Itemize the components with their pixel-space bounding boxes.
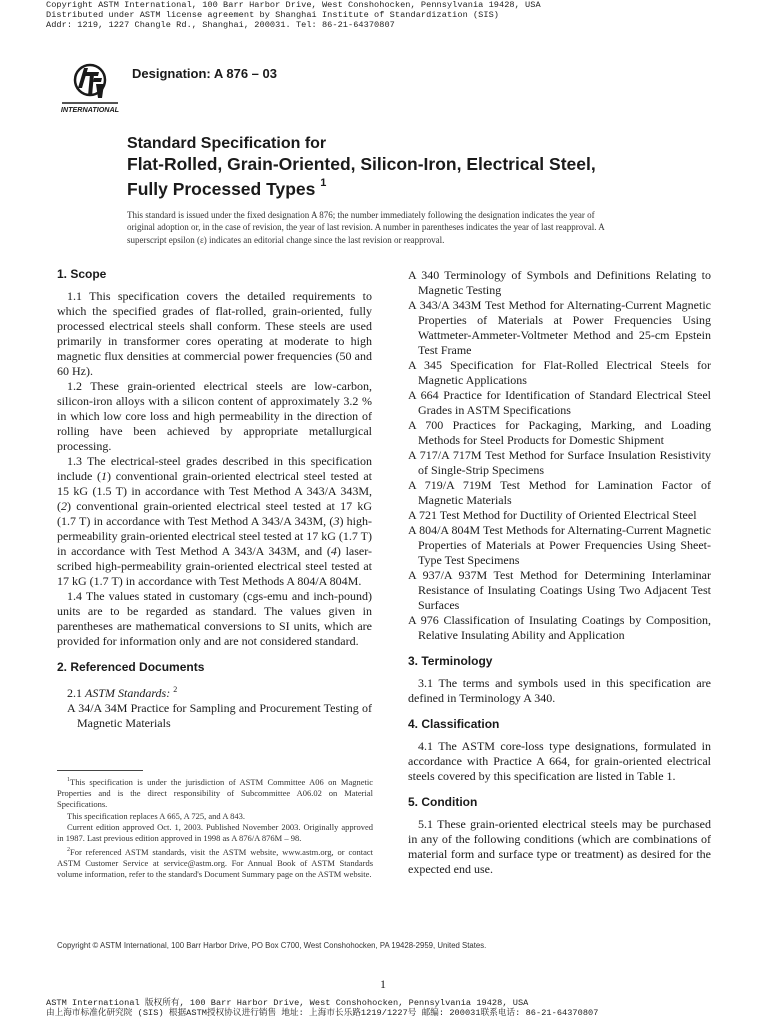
header-line-2: Distributed under ASTM license agreement by Shanghai Institute of Standardization (SIS)	[46, 10, 500, 20]
reference-item: A 717/A 717M Test Method for Surface Insulation Resistivity of Single-Strip Specimens	[408, 448, 711, 477]
p21-label: ASTM Standards:	[85, 686, 171, 700]
footnote-2	[57, 845, 373, 881]
paragraph-3-1: 3.1 The terms and symbols used in this specification are defined in Terminology A 340.	[408, 676, 711, 705]
notice-line-3: superscript epsilon (ε) indicates an editorial change since the last revision or reapproval.	[127, 234, 445, 245]
reference-item: A 343/A 343M Test Method for Alternating-Current Magnetic Properties of Materials at Power Frequencies Using Wattmeter-Ammeter-Voltmeter Method and 25-cm Epstein Test Frame	[408, 298, 711, 357]
header-line-3: Addr: 1219, 1227 Changle Rd., Shanghai, 200031. Tel: 86-21-64370807	[46, 20, 395, 30]
logo-text: INTERNATIONAL	[60, 105, 120, 114]
paragraph-1-1: 1.1 This specification covers the detailed requirements to which the specified grades of flat-rolled, grain-oriented, fully processed electrical steels shall conform. These steels are used primarily in transformer cores operating at moderate to high magnetic flux densities at commercial power frequencies (50 and 60 Hz).	[57, 289, 372, 378]
title-line-3	[127, 175, 687, 200]
title-line-3-text: Fully Processed Types	[127, 178, 316, 199]
p13-n4: 4	[330, 544, 337, 558]
bottom-notice	[46, 998, 598, 1018]
reference-item: A 719/A 719M Test Method for Lamination Factor of Magnetic Materials	[408, 478, 711, 507]
p13-n3: 3	[333, 514, 340, 528]
section-heading-scope: 1. Scope	[57, 267, 107, 281]
p21-footnote-mark: 2	[173, 685, 178, 694]
footnote-divider	[57, 770, 143, 771]
footnote-2-mark: 2	[67, 846, 70, 853]
footnote-1-edition: Current edition approved Oct. 1, 2003. Published November 2003. Originally approved in 1987. Last previous edition approved in 1998 as A 876/A 876M – 98.	[57, 822, 373, 844]
reference-item: A 664 Practice for Identification of Standard Electrical Steel Grades in ASTM Specifications	[408, 388, 711, 417]
distribution-header	[46, 0, 541, 30]
bottom-line-2: 由上海市标准化研究院 (SIS) 根据ASTM授权协议进行销售 地址: 上海市长乐路1219/1227号 邮编: 200031联系电话: 86-21-64370807	[46, 1008, 599, 1018]
bottom-line-1: ASTM International 版权所有, 100 Barr Harbor Drive, West Conshohocken, Pennsylvania 19428, USA	[46, 998, 529, 1008]
notice-line-2: original adoption or, in the case of revision, the year of last revision. A number in parentheses indicates the year of last reapproval. A	[127, 222, 605, 233]
reference-item: A 340 Terminology of Symbols and Definitions Relating to Magnetic Testing	[408, 268, 711, 297]
document-title	[127, 134, 687, 200]
title-line-2: Flat-Rolled, Grain-Oriented, Silicon-Iron, Electrical Steel,	[127, 154, 596, 174]
astm-logo	[58, 58, 122, 116]
paragraph-1-3	[57, 454, 372, 589]
section-heading-classification: 4. Classification	[408, 717, 500, 731]
p13-a: 1.3 The electrical-steel grades described in this specification include (	[57, 454, 372, 483]
paragraph-1-4: 1.4 The values stated in customary (cgs-emu and inch-pound) units are to be regarded as standard. The values given in parentheses are mathematical conversions to SI units, which are provided for information only and are not considered standard.	[57, 589, 372, 648]
footnote-2-text: For referenced ASTM standards, visit the ASTM website, www.astm.org, or contact ASTM Customer Service at service@astm.org. For Annual Book of ASTM Standards volume information, refer to the standard's Document Summary page on the ASTM website.	[57, 846, 373, 880]
reference-list	[408, 268, 711, 643]
p13-c: ) conventional grain-oriented electrical steel tested at 17 kG (1.7 T) in accordance with Test Method A 343/A 343M, (	[57, 499, 372, 528]
footnotes	[57, 775, 373, 880]
issuance-notice	[127, 209, 647, 246]
reference-item: A 937/A 937M Test Method for Determining Interlaminar Resistance of Insulating Coatings Using Two Adjacent Test Surfaces	[408, 568, 711, 612]
p21-num: 2.1	[67, 686, 82, 700]
astm-logo-icon	[58, 58, 122, 116]
reference-item: A 976 Classification of Insulating Coatings by Composition, Relative Insulating Ability and Application	[408, 613, 711, 642]
p13-d: ) high-permeability grain-oriented electrical steel tested at 17 kG (1.7 T) in accordance with Test Method A 343/A 343M, and (	[57, 514, 373, 558]
p13-n1: 1	[101, 469, 108, 483]
page-number: 1	[380, 977, 386, 991]
paragraph-2-1	[57, 682, 372, 701]
paragraph-4-1: 4.1 The ASTM core-loss type designations, formulated in accordance with Practice A 664, for grain-oriented electrical steels covered by this specification are listed in Table 1.	[408, 739, 711, 783]
reference-a34: A 34/A 34M Practice for Sampling and Procurement Testing of Magnetic Materials	[67, 701, 372, 730]
reference-item: A 345 Specification for Flat-Rolled Electrical Steels for Magnetic Applications	[408, 358, 711, 387]
paragraph-5-1: 5.1 These grain-oriented electrical steels may be purchased in any of the following conditions (which are combinations of material form and surface type or treatment) as desired for the expected end use.	[408, 817, 711, 876]
paragraph-1-2: 1.2 These grain-oriented electrical steels are low-carbon, silicon-iron alloys with a silicon content of approximately 3.2 % in which low core loss and high permeability in the direction of rolling have been achieved by appropriate metallurgical processing.	[57, 379, 372, 453]
p13-e: ) laser-scribed high-permeability grain-oriented electrical steel tested at 17 kG (1.7 T) in accordance with Test Methods A 804/A 804M.	[57, 544, 372, 588]
p13-n2: 2	[61, 499, 67, 513]
right-column	[408, 268, 711, 877]
title-line-1: Standard Specification for	[127, 135, 327, 152]
reference-item: A 804/A 804M Test Methods for Alternating-Current Magnetic Properties of Materials at Power Frequencies Using Sheet-Type Test Specimens	[408, 523, 711, 567]
reference-item: A 721 Test Method for Ductility of Oriented Electrical Steel	[408, 508, 697, 522]
notice-line-1: This standard is issued under the fixed designation A 876; the number immediately following the designation indicates the year of	[127, 210, 595, 220]
designation: Designation: A 876 – 03	[132, 66, 277, 81]
section-heading-terminology: 3. Terminology	[408, 654, 493, 668]
title-footnote-mark: 1	[320, 177, 327, 189]
footnote-1	[57, 775, 373, 811]
p13-b: ) conventional grain-oriented electrical steel tested at 15 kG (1.5 T) in accordance with Test Method A 343/A 343M, (	[57, 469, 372, 513]
section-heading-referenced-documents: 2. Referenced Documents	[57, 660, 205, 674]
header-line-1: Copyright ASTM International, 100 Barr Harbor Drive, West Conshohocken, Pennsylvania 19428, USA	[46, 0, 541, 10]
copyright-line: Copyright © ASTM International, 100 Barr Harbor Drive, PO Box C700, West Conshohocken, PA 19428-2959, United States.	[57, 941, 487, 950]
footnote-1-replaces: This specification replaces A 665, A 725, and A 843.	[67, 810, 246, 821]
reference-item: A 700 Practices for Packaging, Marking, and Loading Methods for Steel Products for Domestic Shipment	[408, 418, 711, 447]
footnote-1-mark: 1	[67, 777, 70, 783]
section-heading-condition: 5. Condition	[408, 795, 478, 809]
footnote-1-text: This specification is under the jurisdiction of ASTM Committee A06 on Magnetic Properties and is the direct responsibility of Subcommittee A06.02 on Material Specifications.	[57, 776, 373, 810]
left-column	[57, 267, 372, 731]
